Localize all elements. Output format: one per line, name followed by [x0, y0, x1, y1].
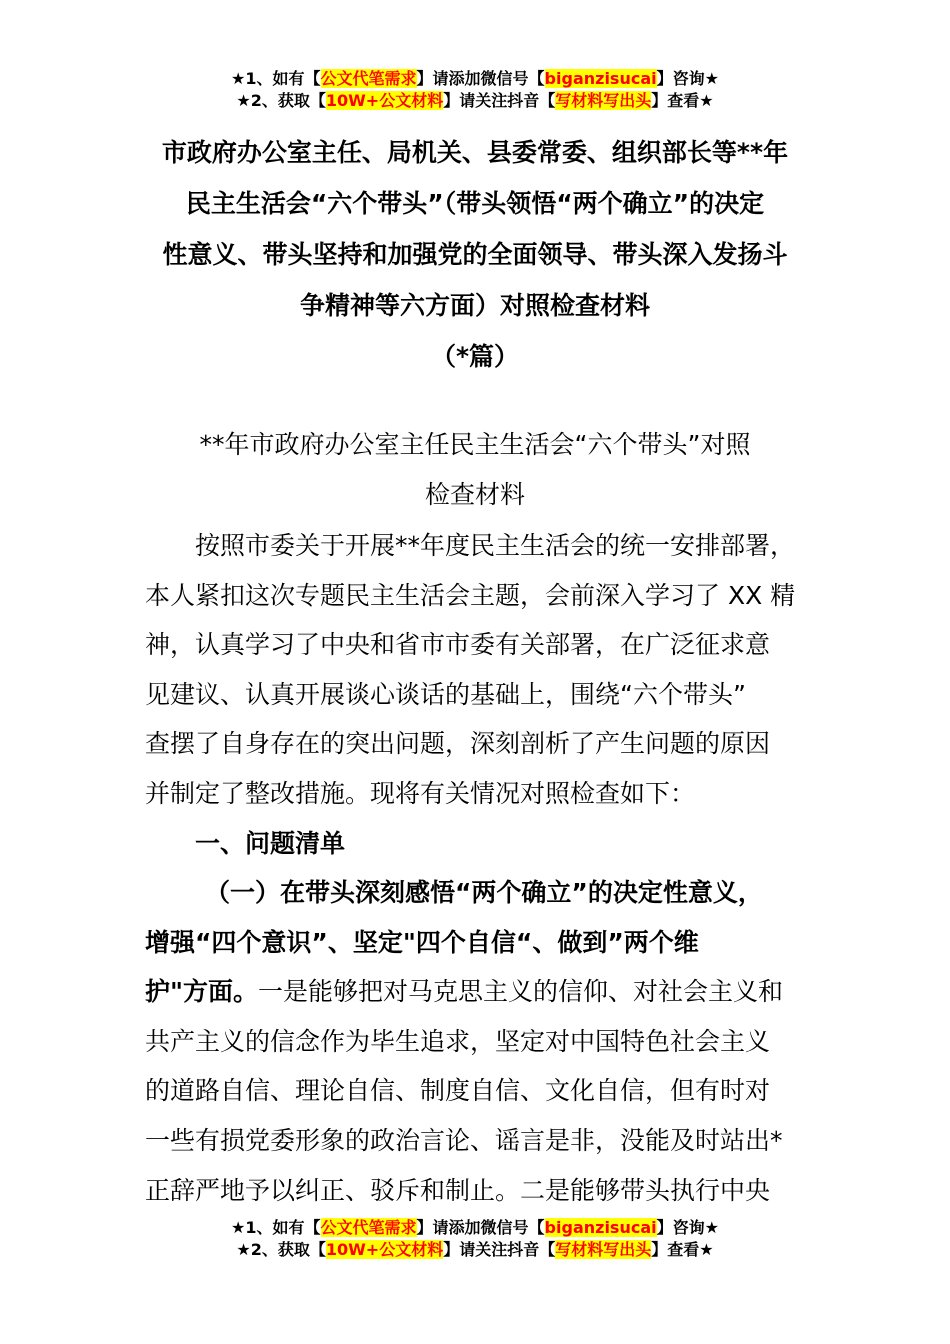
paragraph-line: 查摆了自身存在的突出问题，深刻剖析了产生问题的原因 — [145, 729, 771, 759]
banner-text: ★1、如有【 — [231, 1218, 321, 1237]
banner-text: 】咨询★ — [656, 1218, 719, 1237]
section-heading — [145, 819, 825, 869]
title-line: 市政府办公室主任、局机关、县委常委、组织部长等**年 — [161, 138, 789, 167]
document-subtitle — [140, 420, 810, 520]
banner-highlight: 写材料写出头 — [555, 91, 652, 110]
banner-line-1 — [0, 68, 950, 90]
paragraph-line: 并制定了整改措施。现将有关情况对照检查如下： — [145, 778, 696, 808]
title-line: （*篇） — [430, 342, 520, 371]
paragraph-line: 按照市委关于开展**年度民主生活会的统一安排部署， — [195, 531, 796, 560]
banner-text: ★2、获取【 — [236, 91, 326, 110]
banner-text: ★2、获取【 — [236, 1240, 326, 1259]
banner-highlight: biganzisucai — [544, 1218, 657, 1237]
banner-line-2 — [0, 90, 950, 112]
banner-highlight: 公文代笔需求 — [320, 69, 417, 88]
banner-text: 】请添加微信号【 — [416, 69, 545, 88]
paragraph-line: 神，认真学习了中央和省市市委有关部署，在广泛征求意 — [145, 630, 771, 660]
subtitle-line: 检查材料 — [424, 480, 525, 509]
intro-paragraph — [145, 521, 825, 819]
banner-text: 】请关注抖音【 — [443, 91, 556, 110]
banner-text: 】请添加微信号【 — [416, 1218, 545, 1237]
banner-text: 】查看★ — [651, 91, 714, 110]
paragraph-line: 一些有损党委形象的政治言论、谣言是非，没能及时站出* — [145, 1125, 783, 1155]
header-banner — [0, 68, 950, 112]
paragraph-text: 一是能够把对马克思主义的信仰、对社会主义和 — [258, 977, 784, 1007]
banner-text: ★1、如有【 — [231, 69, 321, 88]
banner-text: 】查看★ — [651, 1240, 714, 1259]
issue-paragraph — [145, 868, 825, 1215]
paragraph-line: 正辞严地予以纠正、驳斥和制止。二是能够带头执行中央 — [145, 1175, 771, 1205]
paragraph-line — [145, 967, 825, 1017]
title-line: 性意义、带头坚持和加强党的全面领导、带头深入发扬斗 — [162, 240, 788, 269]
paragraph-line: 本人紧扣这次专题民主生活会主题，会前深入学习了 XX 精 — [145, 580, 796, 610]
paragraph-line: 见建议、认真开展谈心谈话的基础上，围绕“六个带头” — [145, 679, 746, 709]
title-line: 民主生活会“六个带头”（带头领悟“两个确立”的决定 — [185, 189, 765, 218]
footer-banner — [0, 1217, 950, 1261]
banner-text: 】请关注抖音【 — [443, 1240, 556, 1259]
title-line: 争精神等六方面）对照检查材料 — [299, 291, 650, 320]
banner-highlight: 公文代笔需求 — [320, 1218, 417, 1237]
paragraph-line: 增强“四个意识”、坚定"四个自信“、做到”两个维 — [145, 927, 699, 957]
paragraph-line: 共产主义的信念作为毕生追求，坚定对中国特色社会主义 — [145, 1026, 771, 1056]
paragraph-line: 的道路自信、理论自信、制度自信、文化自信，但有时对 — [145, 1076, 771, 1106]
banner-line-1 — [0, 1217, 950, 1239]
section-heading-text: 一、问题清单 — [195, 829, 346, 858]
banner-highlight: 写材料写出头 — [555, 1240, 652, 1259]
banner-highlight: 10W+公文材料 — [325, 1240, 444, 1259]
banner-text: 】咨询★ — [656, 69, 719, 88]
banner-highlight: 10W+公文材料 — [325, 91, 444, 110]
banner-line-2 — [0, 1239, 950, 1261]
document-title — [140, 127, 810, 382]
banner-highlight: biganzisucai — [544, 69, 657, 88]
bold-lead: 护"方面。 — [145, 977, 259, 1007]
subtitle-line: **年市政府办公室主任民主生活会“六个带头”对照 — [199, 430, 751, 459]
paragraph-line: （一）在带头深刻感悟“两个确立”的决定性意义， — [205, 878, 763, 907]
